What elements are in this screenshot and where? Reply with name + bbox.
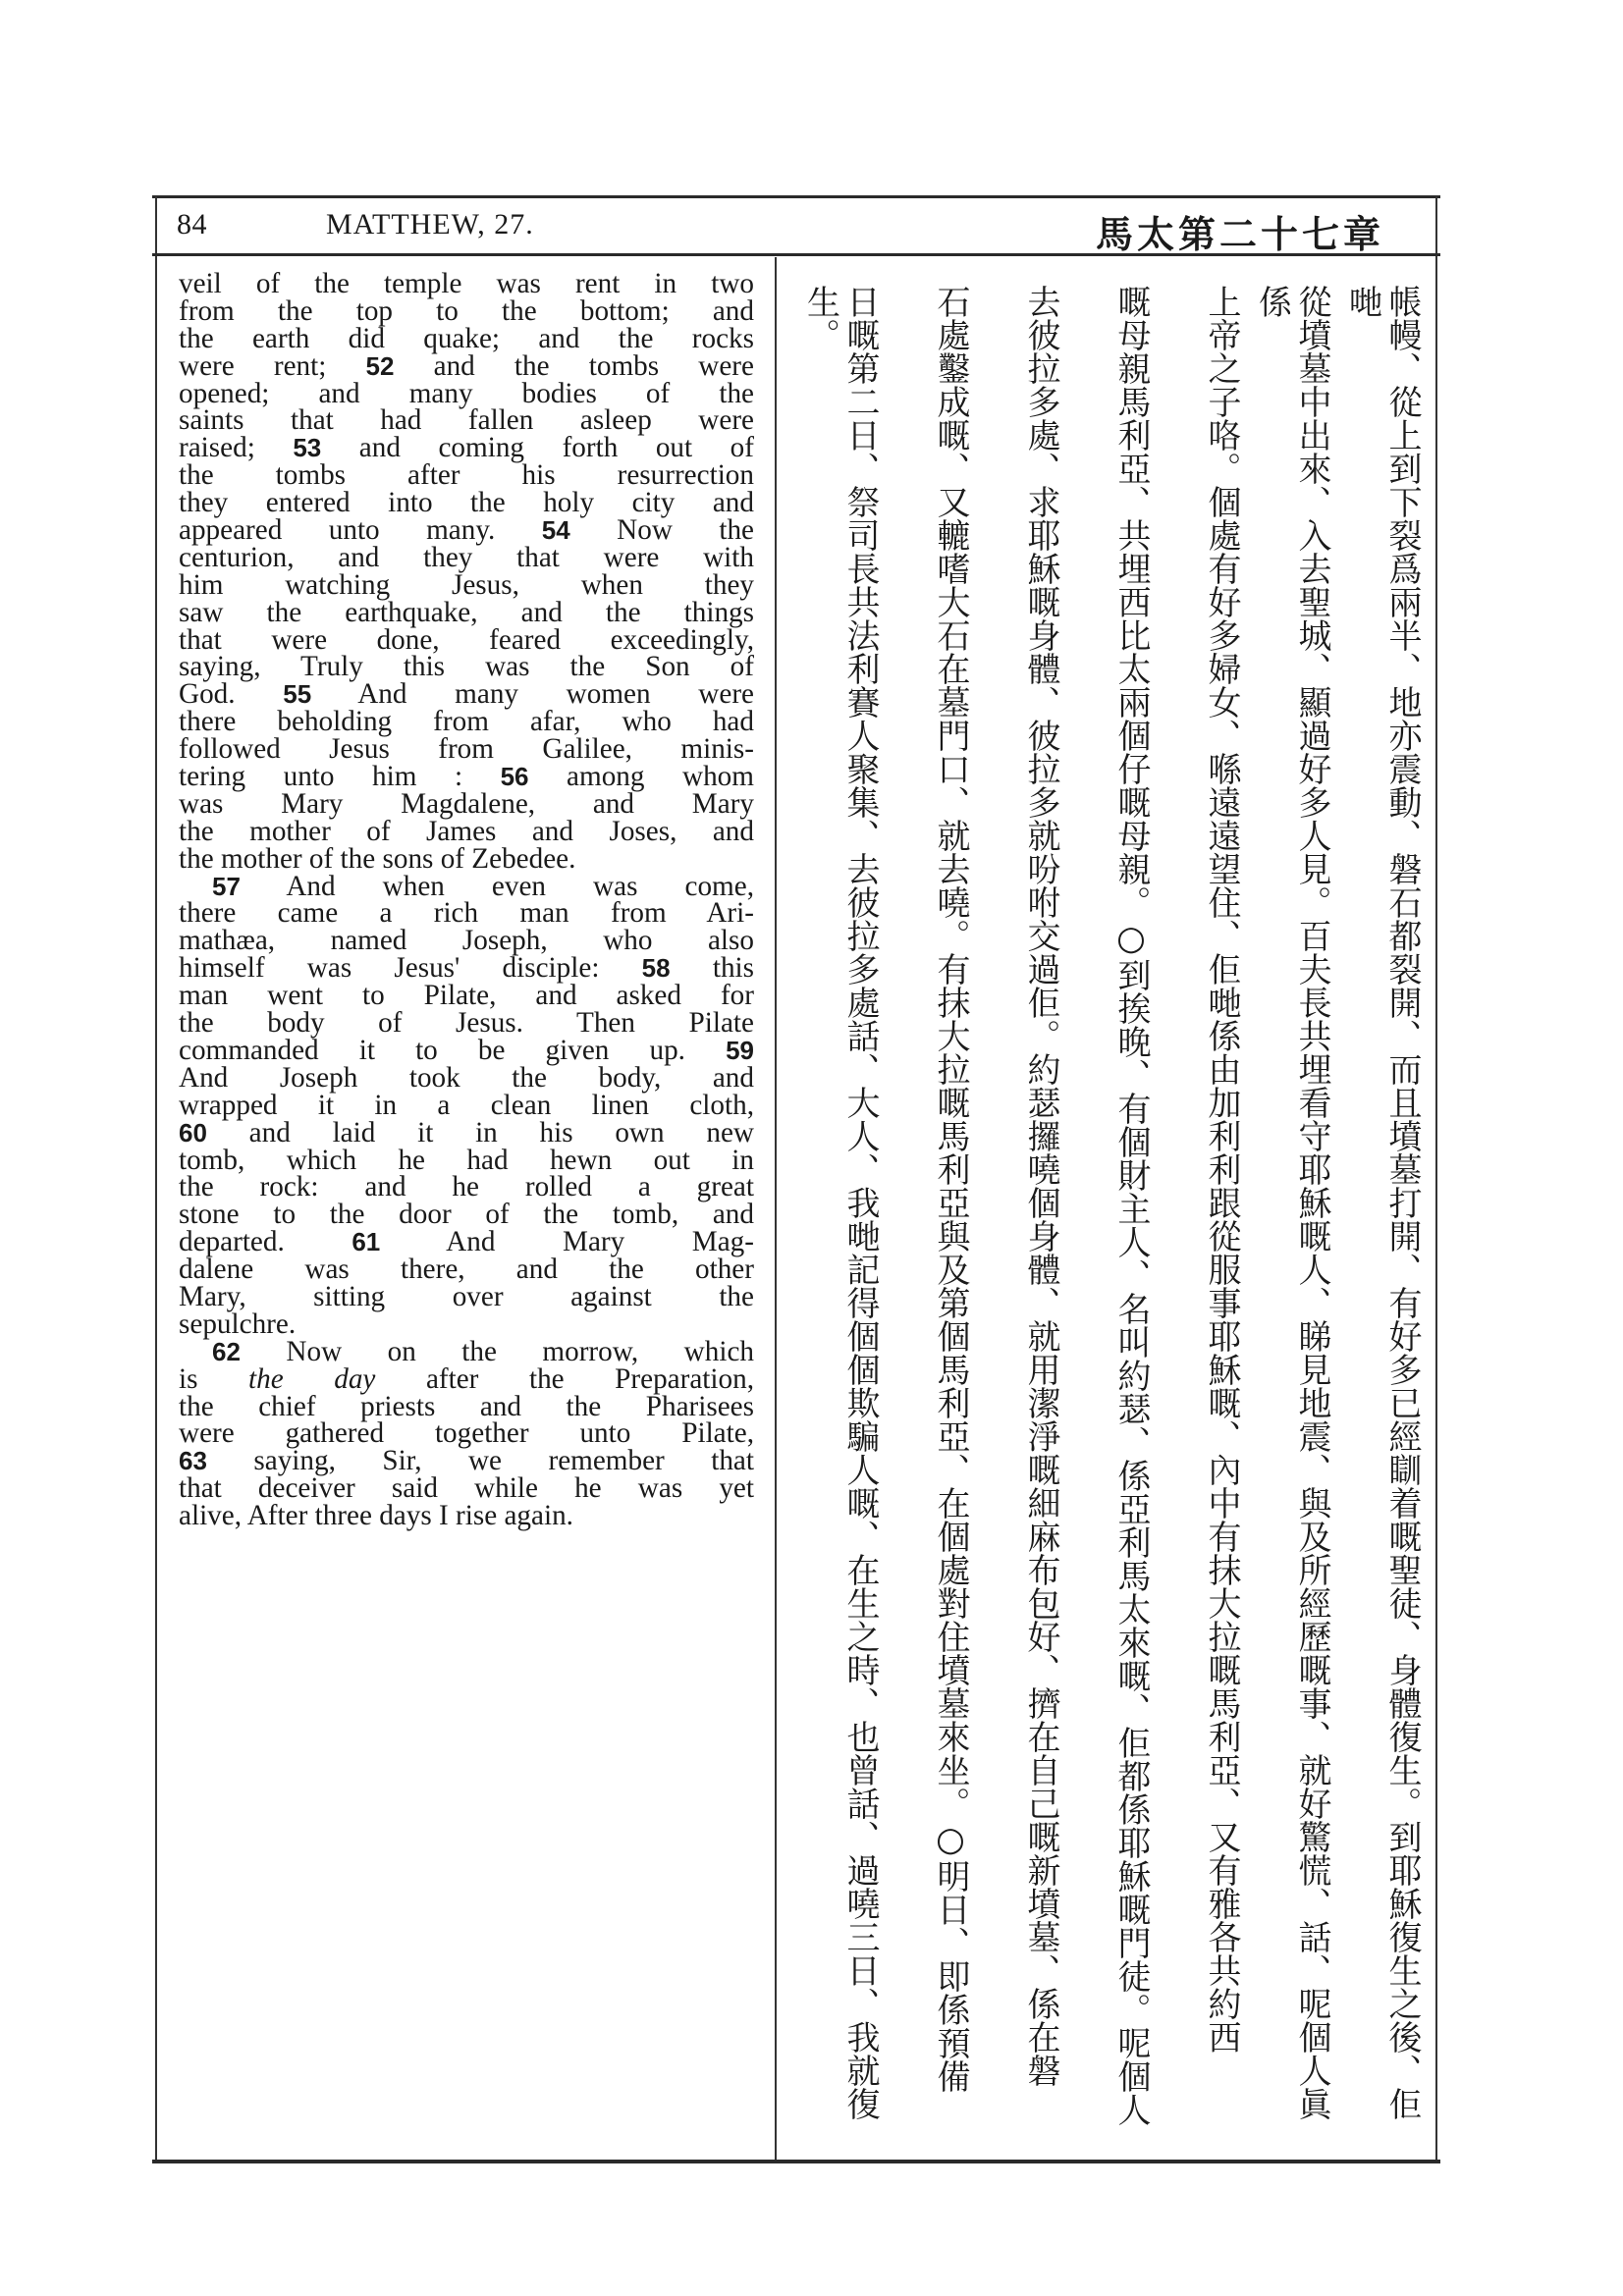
verse-number: 63 bbox=[179, 1446, 207, 1476]
chinese-column: 帳幔、從上到下裂爲兩半、地亦震動、磐石都裂開、而且墳墓打開、有好多已經瞓着嘅聖徒、身體復生。到耶穌復生之後、佢哋 bbox=[1342, 285, 1422, 2120]
text-line: saying, Truly this was the Son of bbox=[179, 651, 754, 683]
verse-number: 52 bbox=[365, 350, 395, 381]
page-header bbox=[157, 198, 1435, 256]
verse-number: 53 bbox=[293, 433, 322, 463]
column-divider bbox=[775, 257, 777, 2160]
page-number: 84 bbox=[177, 208, 207, 240]
verse-number: 54 bbox=[541, 515, 570, 546]
verse-number: 61 bbox=[352, 1227, 381, 1257]
text-line: the chief priests and the Pharisees bbox=[179, 1390, 754, 1422]
text-line: centurion, and they that were with bbox=[179, 541, 754, 573]
text-line: the rock: and he rolled a great bbox=[179, 1171, 754, 1203]
text-line: were gathered together unto Pilate, bbox=[179, 1417, 754, 1450]
chinese-column: 嘅母親馬利亞、共埋西比太兩個仔嘅母親。○到挨晚、有個財主人、名叫約瑟、係亞利馬太來嘅、佢都係耶穌嘅門徒。呢個人 bbox=[1111, 285, 1151, 2126]
verse-number: 55 bbox=[283, 679, 312, 710]
verse-number: 58 bbox=[641, 953, 671, 984]
text-line: saints that had fallen asleep were bbox=[179, 404, 754, 437]
chinese-column: 從墳墓中出來、入去聖城、顯過好多人見。百夫長共埋看守耶穌嘅人、睇見地震、與及所經歷嘅事、就好驚慌、話、呢個人眞係 bbox=[1252, 285, 1331, 2120]
text-line: followed Jesus from Galilee, minis- bbox=[179, 733, 754, 766]
text-line: sepulchre. bbox=[179, 1308, 297, 1340]
text-line: appeared unto many. 54 Now the bbox=[179, 514, 754, 547]
verse-number: 62 bbox=[212, 1336, 241, 1366]
text-line: the tombs after his resurrection bbox=[179, 459, 754, 492]
text-line: there came a rich man from Ari- bbox=[179, 897, 754, 930]
text-line: wrapped it in a clean linen cloth, bbox=[179, 1089, 754, 1121]
italic-phrase: the day bbox=[248, 1362, 376, 1395]
text-line: raised; 53 and coming forth out of bbox=[179, 432, 754, 464]
text-line: that deceiver said while he was yet bbox=[179, 1472, 754, 1505]
text-line: dalene was there, and the other bbox=[179, 1254, 754, 1286]
text-line: the mother of the sons of Zebedee. bbox=[179, 842, 576, 875]
text-line: And Joseph took the body, and bbox=[179, 1061, 754, 1094]
text-line: tomb, which he had hewn out in bbox=[179, 1144, 754, 1176]
text-line: departed. 61 And Mary Mag- bbox=[179, 1226, 754, 1258]
text-line: is the day after the Preparation, bbox=[179, 1362, 754, 1395]
text-line: from the top to the bottom; and bbox=[179, 294, 754, 327]
text-line: was Mary Magdalene, and Mary bbox=[179, 787, 754, 820]
verse-number: 56 bbox=[500, 762, 529, 792]
text-line: stone to the door of the tomb, and bbox=[179, 1199, 754, 1231]
text-line: God. 55 And many women were bbox=[179, 678, 754, 711]
chinese-column: 石處鑿成嘅、又轆嗜大石在墓門口、就去嘵。有抹大拉嘅馬利亞與及第個馬利亞、在個處對住墳墓來坐。○明日、即係預備 bbox=[931, 285, 970, 2093]
running-title: MATTHEW, 27. bbox=[326, 208, 534, 240]
english-text-column bbox=[179, 268, 755, 1532]
text-line: alive, After three days I rise again. bbox=[179, 1500, 573, 1532]
text-line: saw the earthquake, and the things bbox=[179, 596, 754, 628]
chinese-column: 日嘅第二日、祭司長共法利賽人聚集、去彼拉多處話、大人、我哋記得個個欺騙人嘅、在生之時、也曾話、過嘵三日、我就復生。 bbox=[800, 285, 880, 2120]
text-line: that were done, feared exceedingly, bbox=[179, 623, 754, 656]
bottom-rule bbox=[152, 2160, 1440, 2163]
chinese-text-column bbox=[785, 285, 1424, 2150]
text-line: veil of the temple was rent in two bbox=[179, 268, 754, 299]
text-line: himself was Jesus' disciple: 58 this bbox=[179, 952, 755, 985]
text-line: Mary, sitting over against the bbox=[179, 1280, 754, 1312]
text-line: 57 And when even was come, bbox=[212, 870, 754, 902]
chinese-column: 上帝之子咯。個處有好多婦女、喺遠遠望住、佢哋係由加利利跟從服事耶穌嘅、內中有抹大拉嘅馬利亞、又有雅各共約西 bbox=[1202, 285, 1241, 2054]
text-line: tering unto him : 56 among whom bbox=[179, 761, 754, 793]
verse-number: 60 bbox=[179, 1117, 207, 1148]
text-line: the earth did quake; and the rocks bbox=[179, 322, 754, 354]
verse-number: 59 bbox=[726, 1035, 754, 1065]
chinese-running-title: 馬太第二十七章 bbox=[1095, 213, 1384, 256]
text-line: the mother of James and Joses, and bbox=[179, 815, 754, 847]
text-line: were rent; 52 and the tombs were bbox=[179, 349, 754, 382]
text-line: 60 and laid it in his own new bbox=[179, 1116, 754, 1148]
text-line: the body of Jesus. Then Pilate bbox=[179, 1007, 754, 1040]
text-line: they entered into the holy city and bbox=[179, 487, 754, 519]
text-line: man went to Pilate, and asked for bbox=[179, 980, 754, 1012]
text-line: commanded it to be given up. 59 bbox=[179, 1034, 754, 1066]
text-line: mathæa, named Joseph, who also bbox=[179, 925, 754, 957]
text-line: there beholding from afar, who had bbox=[179, 706, 754, 738]
verse-number: 57 bbox=[212, 871, 241, 901]
text-line: 63 saying, Sir, we remember that bbox=[179, 1445, 754, 1477]
text-line: opened; and many bodies of the bbox=[179, 377, 754, 409]
text-line: 62 Now on the morrow, which bbox=[212, 1335, 754, 1367]
text-line: him watching Jesus, when they bbox=[179, 568, 754, 601]
chinese-column: 去彼拉多處、求耶穌嘅身體、彼拉多就吩咐交過佢。約瑟攞嘵個身體、就用潔淨嘅細麻布包好、擠在自己嘅新墳墓、係在磐 bbox=[1021, 285, 1060, 2087]
